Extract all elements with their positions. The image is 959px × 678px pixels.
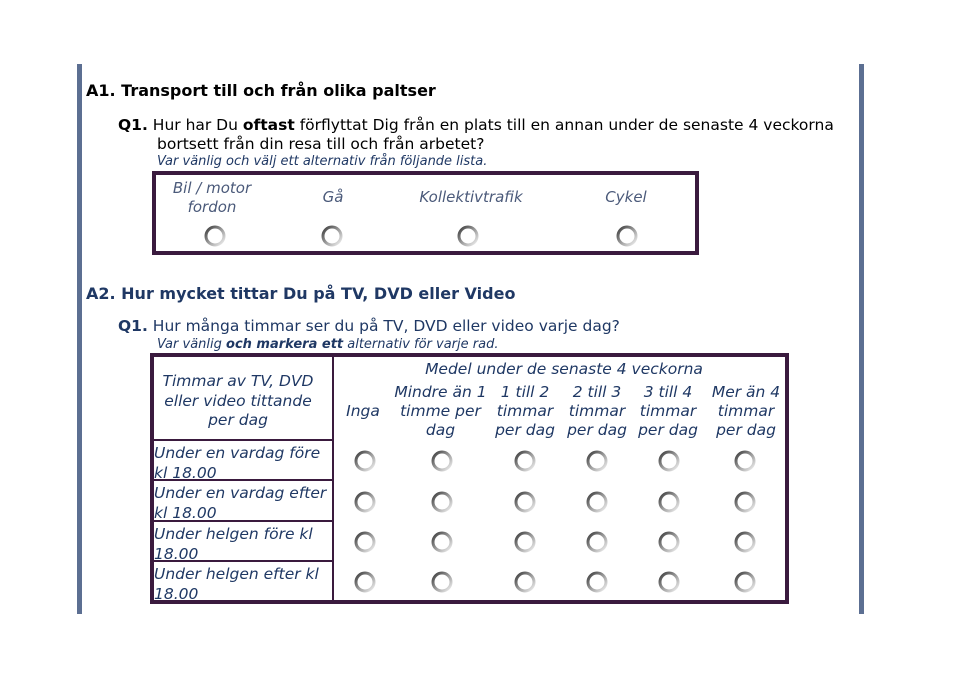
right-margin-bar bbox=[859, 64, 864, 614]
col-header-3-4: 3 till 4 timmar per dag bbox=[638, 383, 698, 439]
section1-question-line2: bortsett från din resa till och från arbetet? bbox=[157, 135, 485, 153]
radio-row2-col6[interactable] bbox=[734, 491, 756, 513]
radio-row4-col2[interactable] bbox=[431, 571, 453, 593]
transport-options-box bbox=[152, 171, 699, 255]
radio-row2-col1[interactable] bbox=[354, 491, 376, 513]
radio-row1-col5[interactable] bbox=[658, 450, 680, 472]
row-header: Timmar av TV, DVD eller video tittande per dag bbox=[162, 372, 314, 429]
instruction-bold: och markera ett bbox=[226, 337, 344, 352]
section2-question bbox=[118, 316, 620, 336]
row-label-weekday-after: Under en vardag efter kl 18.00 bbox=[154, 484, 327, 522]
radio-car[interactable] bbox=[204, 225, 226, 247]
grid-divider-header bbox=[152, 439, 332, 441]
group-header: Medel under de senaste 4 veckorna bbox=[425, 360, 703, 378]
tv-hours-grid bbox=[150, 353, 789, 604]
section1-title: A1. Transport till och från olika paltser bbox=[86, 81, 436, 100]
question-text-post: förflyttat Dig från en plats till en annan under de senaste 4 veckorna bbox=[294, 116, 834, 134]
radio-row4-col1[interactable] bbox=[354, 571, 376, 593]
radio-row2-col5[interactable] bbox=[658, 491, 680, 513]
col-header-less-1: Mindre än 1 timme per dag bbox=[394, 383, 487, 439]
radio-row2-col4[interactable] bbox=[586, 491, 608, 513]
section2-title: A2. Hur mycket tittar Du på TV, DVD eller Video bbox=[86, 284, 516, 303]
question-text: Hur många timmar ser du på TV, DVD eller video varje dag? bbox=[147, 317, 620, 335]
radio-row4-col3[interactable] bbox=[514, 571, 536, 593]
radio-row1-col3[interactable] bbox=[514, 450, 536, 472]
question-bold: oftast bbox=[242, 116, 295, 134]
grid-divider-vertical bbox=[332, 355, 334, 602]
radio-row3-col1[interactable] bbox=[354, 531, 376, 553]
option-label-public-transport: Kollektivtrafik bbox=[419, 188, 523, 206]
radio-row3-col6[interactable] bbox=[734, 531, 756, 553]
option-label-bicycle: Cykel bbox=[605, 188, 647, 206]
row-label-weekend-before: Under helgen före kl 18.00 bbox=[154, 525, 313, 563]
row-label-weekend-after: Under helgen efter kl 18.00 bbox=[154, 565, 319, 603]
section1-instruction: Var vänlig och välj ett alternativ från följande lista. bbox=[157, 154, 488, 169]
col-header-2-3: 2 till 3 timmar per dag bbox=[567, 383, 627, 439]
option-label-walk: Gå bbox=[322, 188, 344, 206]
radio-row1-col6[interactable] bbox=[734, 450, 756, 472]
radio-row2-col2[interactable] bbox=[431, 491, 453, 513]
left-margin-bar bbox=[77, 64, 82, 614]
radio-row1-col1[interactable] bbox=[354, 450, 376, 472]
col-header-none: Inga bbox=[346, 402, 380, 420]
radio-walk[interactable] bbox=[321, 225, 343, 247]
radio-row3-col4[interactable] bbox=[586, 531, 608, 553]
question-number: Q1. bbox=[118, 317, 148, 335]
radio-row2-col3[interactable] bbox=[514, 491, 536, 513]
section1-question bbox=[118, 115, 834, 135]
option-label-car: Bil / motor fordon bbox=[172, 179, 252, 216]
row-label-weekday-before: Under en vardag före kl 18.00 bbox=[154, 444, 321, 482]
radio-bicycle[interactable] bbox=[616, 225, 638, 247]
radio-row4-col5[interactable] bbox=[658, 571, 680, 593]
question-text-pre: Hur har Du bbox=[147, 116, 243, 134]
radio-row3-col3[interactable] bbox=[514, 531, 536, 553]
instruction-pre: Var vänlig bbox=[157, 337, 227, 352]
radio-row3-col2[interactable] bbox=[431, 531, 453, 553]
col-header-1-2: 1 till 2 timmar per dag bbox=[495, 383, 555, 439]
question-number: Q1. bbox=[118, 116, 148, 134]
section2-instruction bbox=[157, 337, 498, 352]
radio-row1-col2[interactable] bbox=[431, 450, 453, 472]
radio-row4-col4[interactable] bbox=[586, 571, 608, 593]
radio-row1-col4[interactable] bbox=[586, 450, 608, 472]
instruction-post: alternativ för varje rad. bbox=[343, 337, 499, 352]
radio-row3-col5[interactable] bbox=[658, 531, 680, 553]
col-header-more-4: Mer än 4 timmar per dag bbox=[711, 383, 781, 439]
radio-public-transport[interactable] bbox=[457, 225, 479, 247]
radio-row4-col6[interactable] bbox=[734, 571, 756, 593]
